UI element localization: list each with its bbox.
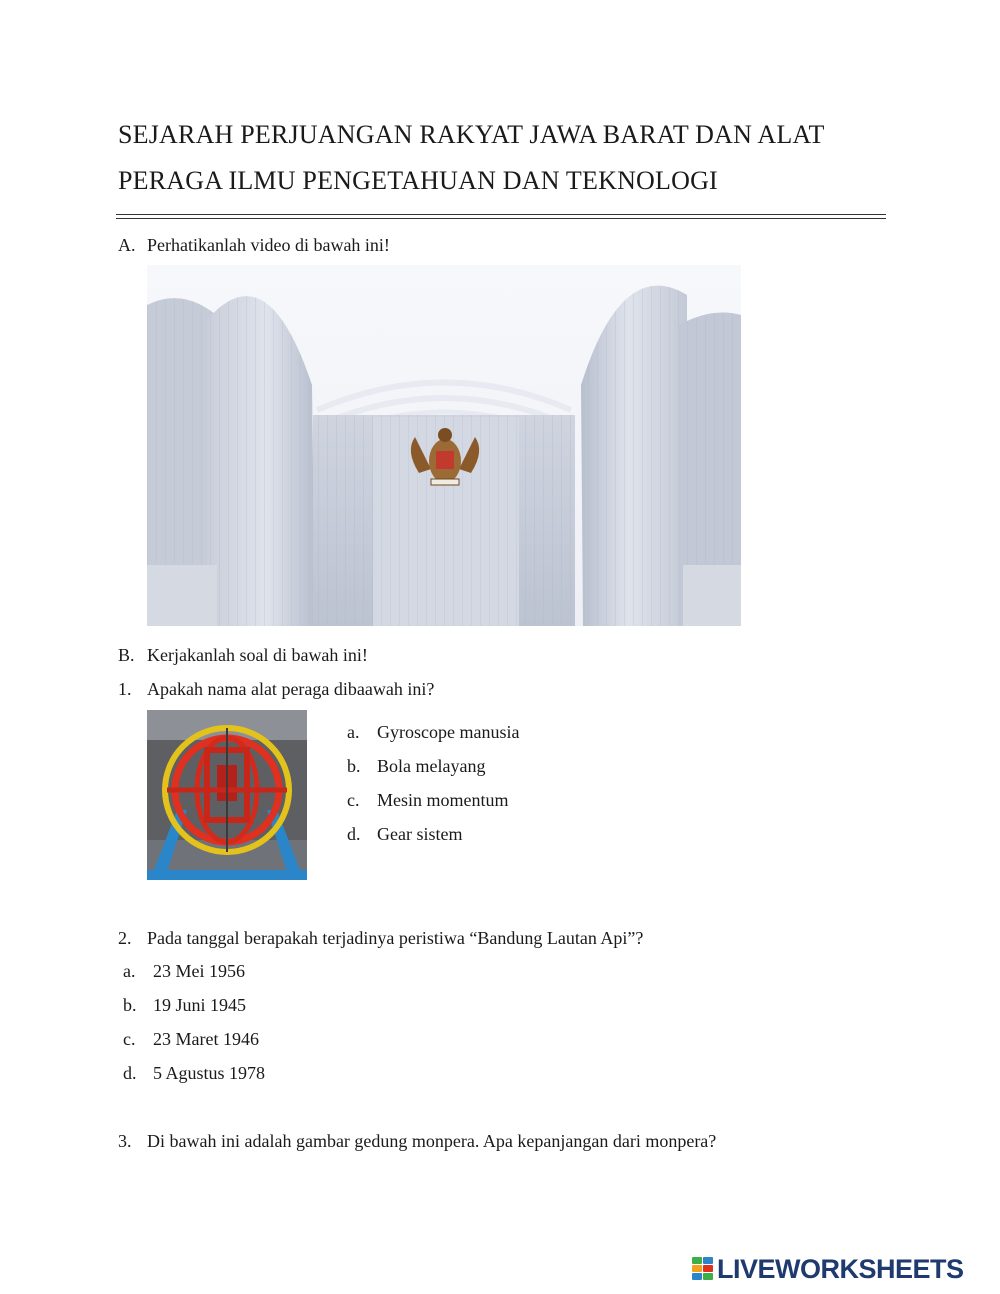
q1-option-b[interactable] [347, 755, 485, 777]
option-letter: a. [347, 722, 360, 742]
option-text: 23 Maret 1946 [153, 1029, 259, 1049]
section-a-text: Perhatikanlah video di bawah ini! [147, 235, 390, 255]
option-text: 5 Agustus 1978 [153, 1063, 266, 1083]
option-text: Bola melayang [377, 756, 486, 776]
question-number: 3. [118, 1131, 132, 1151]
section-b-marker: B. [118, 645, 135, 665]
option-letter: b. [347, 756, 361, 776]
question-text: Apakah nama alat peraga dibaawah ini? [147, 679, 435, 699]
liveworksheets-logo[interactable] [692, 1254, 964, 1284]
q2-option-c[interactable] [123, 1028, 259, 1050]
title-divider [116, 214, 886, 215]
q2-option-d[interactable] [123, 1062, 265, 1084]
q1-option-c[interactable] [347, 789, 509, 811]
question-text: Di bawah ini adalah gambar gedung monpera. Apa kepanjangan dari monpera? [147, 1131, 717, 1151]
monument-video-image[interactable] [147, 265, 741, 626]
q1-option-d[interactable] [347, 823, 462, 845]
option-text: 23 Mei 1956 [153, 961, 245, 981]
option-text: Gear sistem [377, 824, 463, 844]
question-number: 2. [118, 928, 132, 948]
option-text: 19 Juni 1945 [153, 995, 247, 1015]
title-line-2: PERAGA ILMU PENGETAHUAN DAN TEKNOLOGI [118, 166, 718, 195]
option-text: Gyroscope manusia [377, 722, 520, 742]
section-b-text: Kerjakanlah soal di bawah ini! [147, 645, 368, 665]
liveworksheets-logo-icon [692, 1257, 714, 1281]
option-text: Mesin momentum [377, 790, 509, 810]
liveworksheets-logo-text: LIVEWORKSHEETS [717, 1253, 964, 1284]
option-letter: d. [123, 1063, 137, 1083]
question-1 [118, 678, 434, 700]
option-letter: c. [347, 790, 360, 810]
option-letter: c. [123, 1029, 136, 1049]
title-divider-second [116, 218, 886, 219]
option-letter: d. [347, 824, 361, 844]
question-2 [118, 927, 643, 949]
page-title [118, 112, 898, 204]
section-b-heading [118, 644, 368, 666]
section-a-heading [118, 234, 390, 256]
question-3 [118, 1130, 716, 1152]
q2-option-b[interactable] [123, 994, 246, 1016]
option-letter: a. [123, 961, 136, 981]
option-letter: b. [123, 995, 137, 1015]
human-gyroscope-image [147, 710, 307, 880]
q2-option-a[interactable] [123, 960, 245, 982]
section-a-marker: A. [118, 235, 136, 255]
q1-option-a[interactable] [347, 721, 519, 743]
question-number: 1. [118, 679, 132, 699]
question-text: Pada tanggal berapakah terjadinya peristiwa “Bandung Lautan Api”? [147, 928, 644, 948]
title-line-1: SEJARAH PERJUANGAN RAKYAT JAWA BARAT DAN ALAT [118, 120, 825, 149]
